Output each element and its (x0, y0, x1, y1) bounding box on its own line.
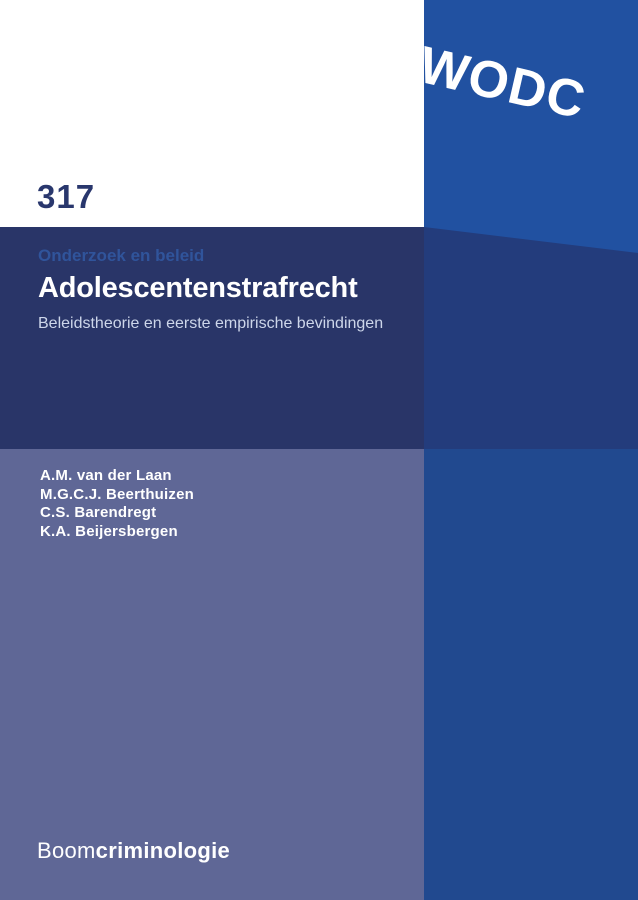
right-column (413, 0, 638, 900)
right-lower-area (424, 449, 638, 900)
series-label: Onderzoek en beleid (38, 246, 205, 265)
author-list (40, 467, 194, 542)
title-band (0, 227, 424, 449)
header-white-area (0, 0, 424, 227)
report-subtitle: Beleidstheorie en eerste empirische bevindingen (38, 315, 384, 332)
author-name: K.A. Beijersbergen (40, 523, 178, 541)
author-name: A.M. van der Laan (40, 467, 172, 484)
publisher-prefix: Boom (37, 838, 96, 863)
author-name: C.S. Barendregt (40, 504, 157, 522)
report-title: Adolescentenstrafrecht (38, 272, 358, 304)
diagonal-band (424, 227, 638, 449)
wodc-logo: WODC (413, 36, 591, 131)
report-number: 317 (37, 178, 96, 215)
author-name: M.G.C.J. Beerthuizen (40, 485, 195, 503)
publisher-wordmark (37, 840, 230, 862)
publisher-suffix: criminologie (95, 838, 231, 863)
authors-area (0, 449, 424, 900)
